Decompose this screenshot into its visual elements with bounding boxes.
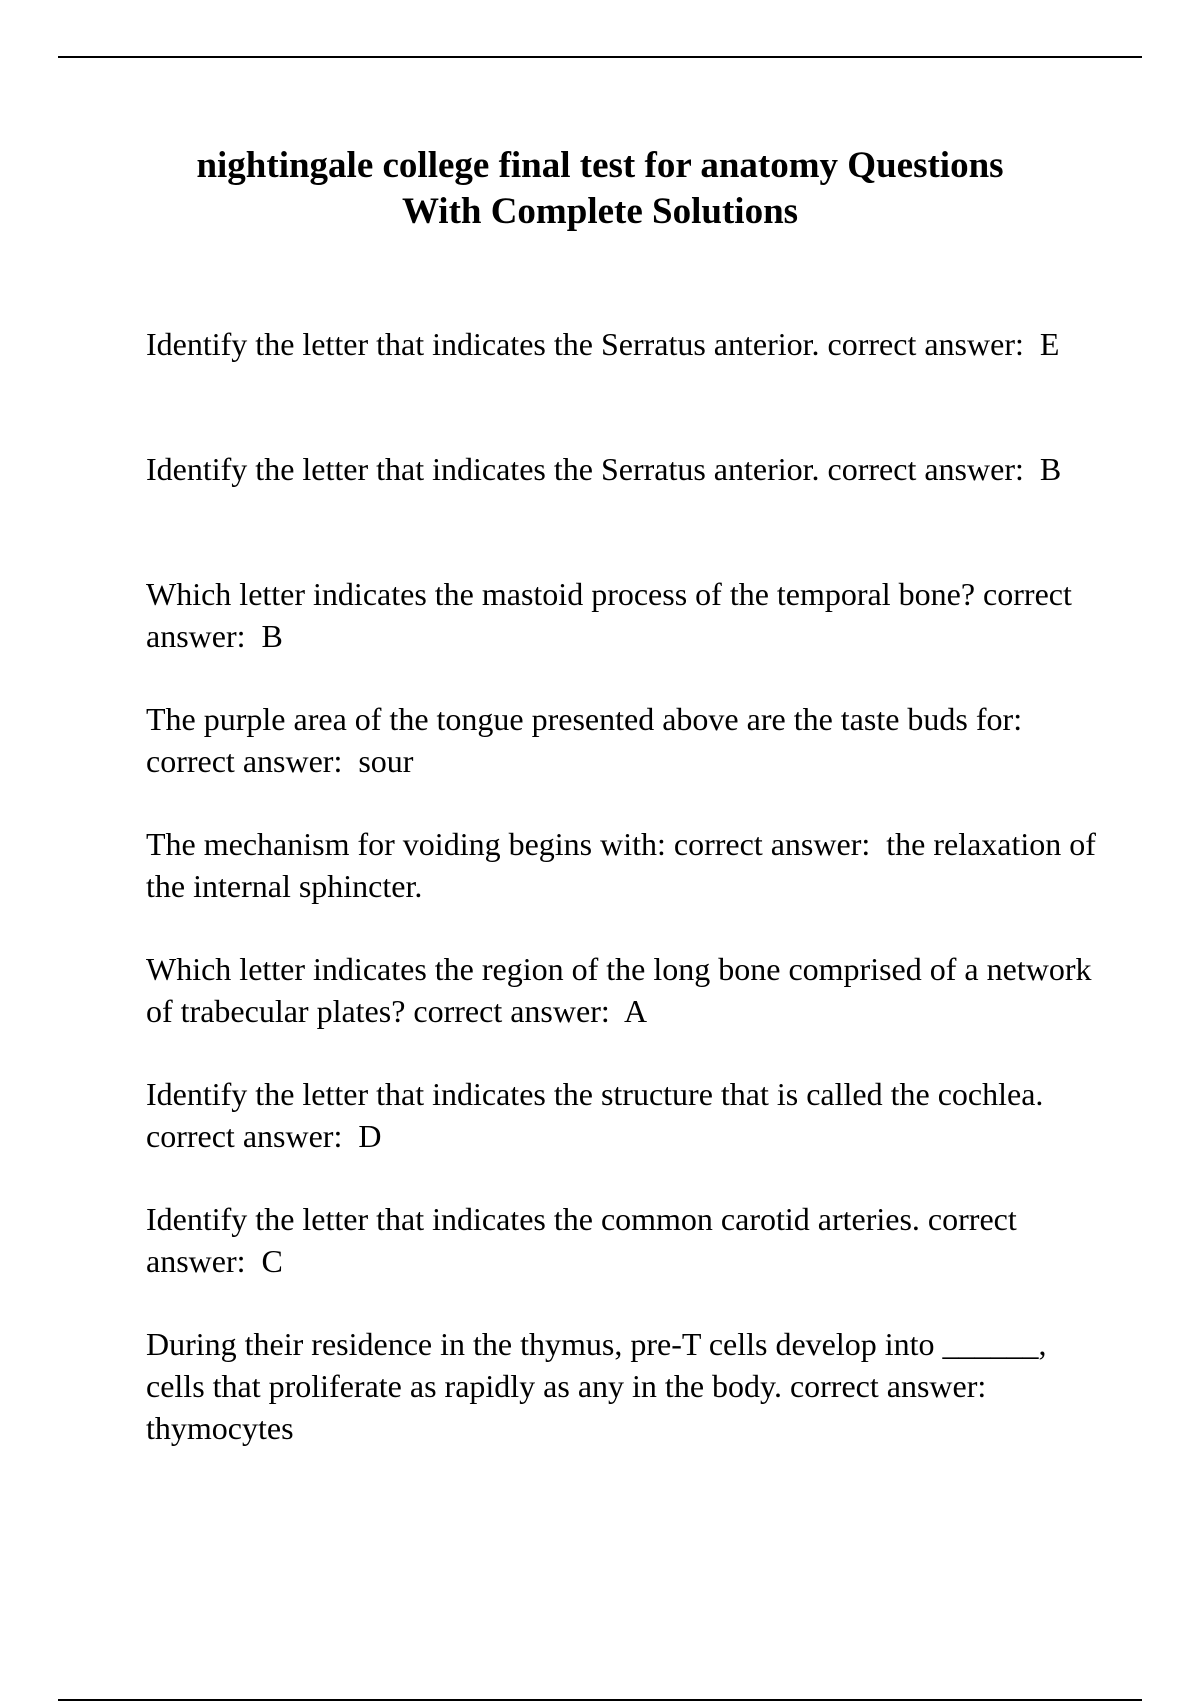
answer-label: correct answer: bbox=[789, 1368, 987, 1404]
qa-item bbox=[146, 448, 1106, 573]
answer-text: thymocytes bbox=[146, 1410, 294, 1446]
answer-text: A bbox=[623, 993, 648, 1029]
answer-text: D bbox=[358, 1118, 382, 1154]
question-text: Which letter indicates the mastoid process of the temporal bone? bbox=[146, 576, 976, 612]
answer-label: correct answer: bbox=[413, 993, 610, 1029]
answer-label: correct answer: bbox=[673, 826, 871, 862]
answer-label: correct answer: bbox=[827, 451, 1024, 487]
document-title bbox=[100, 143, 1100, 235]
qa-item bbox=[146, 1198, 1106, 1323]
qa-item bbox=[146, 1323, 1106, 1483]
top-rule bbox=[58, 56, 1142, 58]
qa-item bbox=[146, 698, 1106, 823]
question-text: The mechanism for voiding begins with: bbox=[146, 826, 666, 862]
question-text: The purple area of the tongue presented above are the taste buds for: bbox=[146, 701, 1023, 737]
answer-text: E bbox=[1039, 326, 1060, 362]
answer-text: B bbox=[1039, 451, 1062, 487]
question-text: Identify the letter that indicates the Serratus anterior. bbox=[146, 451, 820, 487]
answer-label: correct answer: bbox=[146, 1201, 1017, 1279]
answer-text: the relaxation of the internal sphincter. bbox=[146, 826, 1096, 904]
answer-label: correct answer: bbox=[146, 576, 1072, 654]
question-text: During their residence in the thymus, pre-T cells develop into ______, cells that proliferate as rapidly as any in the body. bbox=[146, 1326, 1047, 1404]
title-line-2: With Complete Solutions bbox=[401, 191, 799, 232]
qa-item bbox=[146, 1073, 1106, 1198]
answer-label: correct answer: bbox=[827, 326, 1024, 362]
question-text: Which letter indicates the region of the long bone comprised of a network of trabecular plates? bbox=[146, 951, 1092, 1029]
qa-list bbox=[146, 323, 1106, 1483]
answer-text: C bbox=[261, 1243, 283, 1279]
question-text: Identify the letter that indicates the common carotid arteries. bbox=[146, 1201, 920, 1237]
qa-item bbox=[146, 948, 1106, 1073]
qa-item bbox=[146, 823, 1106, 948]
question-text: Identify the letter that indicates the Serratus anterior. bbox=[146, 326, 820, 362]
answer-label: correct answer: bbox=[146, 743, 343, 779]
question-text: Identify the letter that indicates the structure that is called the cochlea. bbox=[146, 1076, 1044, 1112]
answer-label: correct answer: bbox=[146, 1118, 343, 1154]
answer-text: sour bbox=[358, 743, 414, 779]
answer-text: B bbox=[261, 618, 283, 654]
qa-item bbox=[146, 323, 1106, 448]
qa-item bbox=[146, 573, 1106, 698]
title-line-1: nightingale college final test for anatomy Questions bbox=[196, 145, 1004, 186]
